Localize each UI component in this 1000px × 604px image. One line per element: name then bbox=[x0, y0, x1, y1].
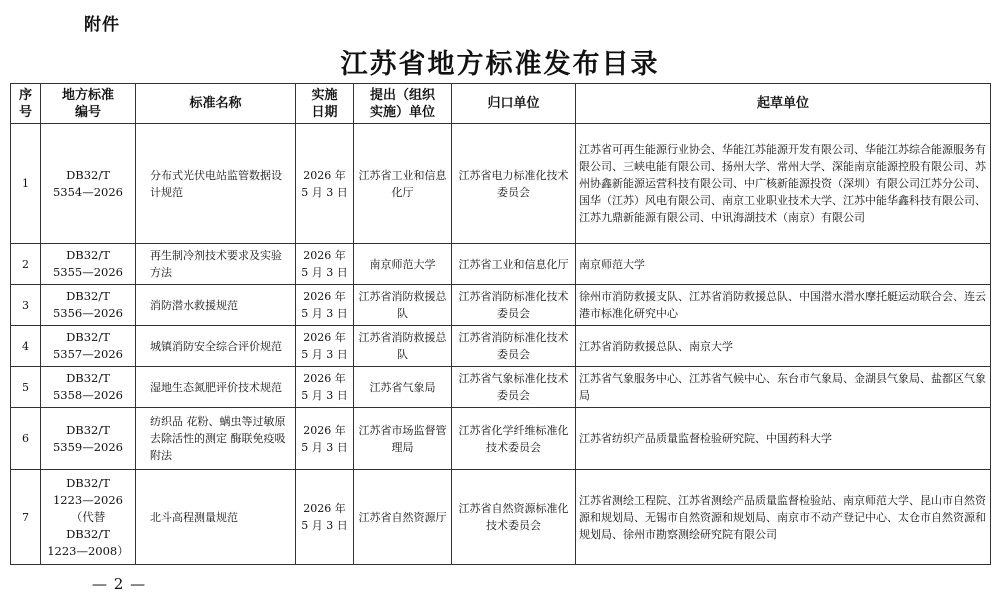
header-committee: 归口单位 bbox=[452, 84, 576, 124]
table-row bbox=[11, 326, 991, 367]
row-name: 消防潜水救援规范 bbox=[136, 285, 296, 326]
row-name: 纺织品 花粉、螨虫等过敏原去除活性的测定 酶联免疫吸附法 bbox=[136, 408, 296, 470]
row-drafters: 江苏省可再生能源行业协会、华能江苏能源开发有限公司、华能江苏综合能源服务有限公司、三峡电能有限公司、扬州大学、常州大学、深能南京能源控股有限公司、苏州协鑫新能源运营科技有限公司、中广核新能源投资（深圳）有限公司江苏分公司、国华（江苏）风电有限公司、南京工业职业技术大学、江苏中能华鑫科技有限公司、江苏九鼎新能源有限公司、中讯海湖技术（南京）有限公司 bbox=[576, 124, 991, 244]
row-proposer: 南京师范大学 bbox=[354, 244, 452, 285]
row-no: 3 bbox=[11, 285, 41, 326]
row-proposer: 江苏省气象局 bbox=[354, 367, 452, 408]
row-no: 5 bbox=[11, 367, 41, 408]
header-proposer: 提出（组织 实施）单位 bbox=[354, 84, 452, 124]
document-title: 江苏省地方标准发布目录 bbox=[340, 49, 660, 80]
row-committee: 江苏省消防标准化技术委员会 bbox=[452, 285, 576, 326]
row-no: 4 bbox=[11, 326, 41, 367]
row-committee: 江苏省化学纤维标准化技术委员会 bbox=[452, 408, 576, 470]
header-drafters: 起草单位 bbox=[576, 84, 991, 124]
row-no: 2 bbox=[11, 244, 41, 285]
row-committee: 江苏省工业和信息化厅 bbox=[452, 244, 576, 285]
header-code: 地方标准 编号 bbox=[41, 84, 136, 124]
row-no: 6 bbox=[11, 408, 41, 470]
table-header-row bbox=[11, 84, 991, 124]
row-code: DB32/T 5356—2026 bbox=[41, 285, 136, 326]
table-row bbox=[11, 285, 991, 326]
row-no: 7 bbox=[11, 470, 41, 565]
table-row bbox=[11, 408, 991, 470]
row-proposer: 江苏省市场监督管理局 bbox=[354, 408, 452, 470]
row-drafters: 江苏省气象服务中心、江苏省气候中心、东台市气象局、金湖县气象局、盐都区气象局 bbox=[576, 367, 991, 408]
row-code: DB32/T 5357—2026 bbox=[41, 326, 136, 367]
row-date: 2026 年 5 月 3 日 bbox=[296, 470, 354, 565]
header-date: 实施 日期 bbox=[296, 84, 354, 124]
table-row bbox=[11, 124, 991, 244]
row-code: DB32/T 5358—2026 bbox=[41, 367, 136, 408]
row-date: 2026 年 5 月 3 日 bbox=[296, 367, 354, 408]
row-drafters: 江苏省纺织产品质量监督检验研究院、中国药科大学 bbox=[576, 408, 991, 470]
row-code: DB32/T 5359—2026 bbox=[41, 408, 136, 470]
row-date: 2026 年 5 月 3 日 bbox=[296, 124, 354, 244]
row-proposer: 江苏省消防救援总队 bbox=[354, 285, 452, 326]
row-code: DB32/T 5354—2026 bbox=[41, 124, 136, 244]
row-name: 再生制冷剂技术要求及实验方法 bbox=[136, 244, 296, 285]
standards-table bbox=[10, 83, 991, 565]
row-drafters: 江苏省消防救援总队、南京大学 bbox=[576, 326, 991, 367]
row-proposer: 江苏省消防救援总队 bbox=[354, 326, 452, 367]
row-name: 城镇消防安全综合评价规范 bbox=[136, 326, 296, 367]
header-no: 序 号 bbox=[11, 84, 41, 124]
row-date: 2026 年 5 月 3 日 bbox=[296, 244, 354, 285]
page-number: — 2 — bbox=[92, 575, 147, 593]
attachment-label: 附件 bbox=[84, 15, 120, 35]
row-name: 湿地生态氮肥评价技术规范 bbox=[136, 367, 296, 408]
row-name: 分布式光伏电站监管数据设计规范 bbox=[136, 124, 296, 244]
row-code: DB32/T 1223—2026 （代替 DB32/T 1223—2008） bbox=[41, 470, 136, 565]
row-no: 1 bbox=[11, 124, 41, 244]
row-date: 2026 年 5 月 3 日 bbox=[296, 285, 354, 326]
row-committee: 江苏省电力标准化技术委员会 bbox=[452, 124, 576, 244]
row-name: 北斗高程测量规范 bbox=[136, 470, 296, 565]
row-date: 2026 年 5 月 3 日 bbox=[296, 326, 354, 367]
table-row bbox=[11, 470, 991, 565]
row-drafters: 江苏省测绘工程院、江苏省测绘产品质量监督检验站、南京师范大学、昆山市自然资源和规划局、无锡市自然资源和规划局、南京市不动产登记中心、太仓市自然资源和规划局、徐州市勘察测绘研究院有限公司 bbox=[576, 470, 991, 565]
header-name: 标准名称 bbox=[136, 84, 296, 124]
row-date: 2026 年 5 月 3 日 bbox=[296, 408, 354, 470]
row-committee: 江苏省消防标准化技术委员会 bbox=[452, 326, 576, 367]
row-drafters: 徐州市消防救援支队、江苏省消防救援总队、中国潜水潜水摩托艇运动联合会、连云港市标准化研究中心 bbox=[576, 285, 991, 326]
row-proposer: 江苏省工业和信息化厅 bbox=[354, 124, 452, 244]
table-row bbox=[11, 244, 991, 285]
table-row bbox=[11, 367, 991, 408]
row-code: DB32/T 5355—2026 bbox=[41, 244, 136, 285]
row-committee: 江苏省气象标准化技术委员会 bbox=[452, 367, 576, 408]
row-committee: 江苏省自然资源标准化技术委员会 bbox=[452, 470, 576, 565]
row-drafters: 南京师范大学 bbox=[576, 244, 991, 285]
row-proposer: 江苏省自然资源厅 bbox=[354, 470, 452, 565]
